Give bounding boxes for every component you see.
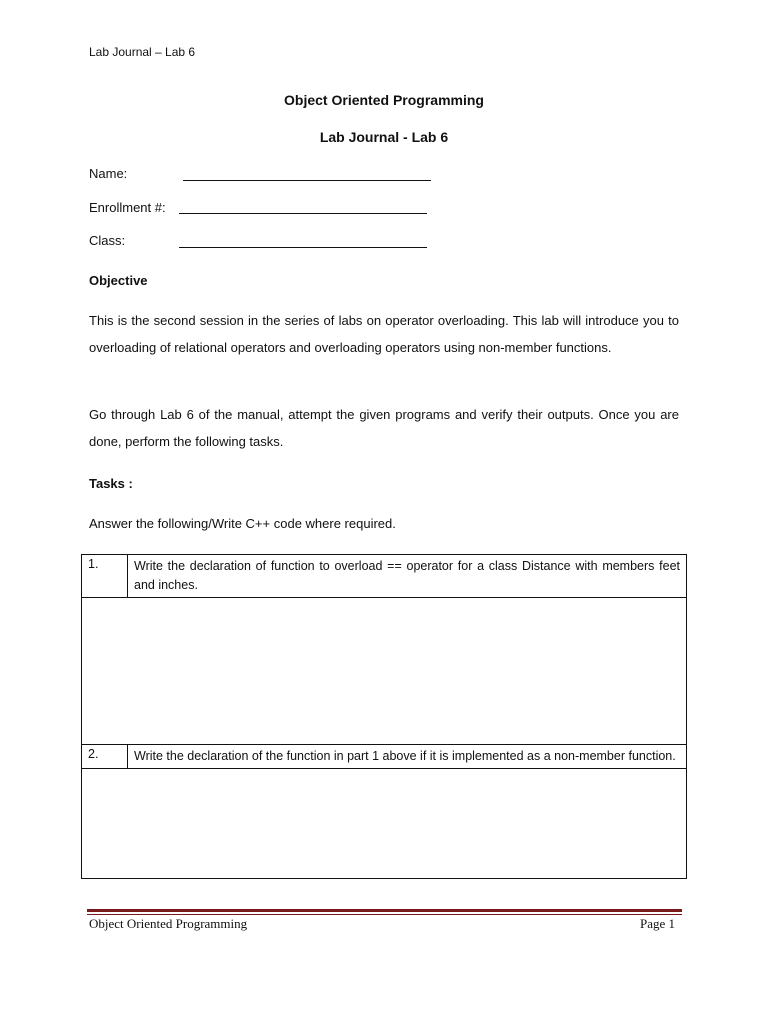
name-line	[183, 180, 431, 181]
task-row-1	[82, 555, 687, 598]
enrollment-line	[179, 213, 427, 214]
page-header: Lab Journal – Lab 6	[89, 45, 196, 59]
course-title: Object Oriented Programming	[284, 92, 484, 108]
class-label: Class:	[89, 233, 126, 248]
tasks-heading: Tasks :	[89, 476, 133, 491]
task-row-2	[82, 745, 687, 769]
answer-space	[82, 598, 687, 745]
class-line	[179, 247, 427, 248]
task-question: Write the declaration of the function in part 1 above if it is implemented as a non-member function.	[128, 745, 687, 769]
enrollment-label: Enrollment #:	[89, 200, 166, 215]
answer-space	[82, 769, 687, 879]
objective-paragraph: This is the second session in the series of labs on operator overloading. This lab will introduce you to overloading of relational operators and overloading operators using non-member functions.	[89, 313, 679, 355]
task-question: Write the declaration of function to overload == operator for a class Distance with members feet and inches.	[128, 555, 687, 598]
task-number: 2.	[82, 745, 128, 769]
footer-course: Object Oriented Programming	[89, 916, 248, 931]
task-number: 1.	[82, 555, 128, 598]
page-number: Page 1	[640, 916, 676, 931]
lab-title: Lab Journal - Lab 6	[319, 129, 449, 145]
instructions-paragraph: Go through Lab 6 of the manual, attempt the given programs and verify their outputs. Once you are done, perform the following tasks.	[89, 407, 679, 449]
footer-rule-thin	[87, 914, 682, 915]
footer-rule	[87, 909, 682, 912]
objective-heading: Objective	[89, 273, 148, 288]
name-label: Name:	[89, 166, 128, 181]
answer-row-2	[82, 769, 687, 879]
answer-row-1	[82, 598, 687, 745]
tasks-instruction: Answer the following/Write C++ code where required.	[89, 516, 396, 531]
tasks-table	[81, 554, 687, 879]
